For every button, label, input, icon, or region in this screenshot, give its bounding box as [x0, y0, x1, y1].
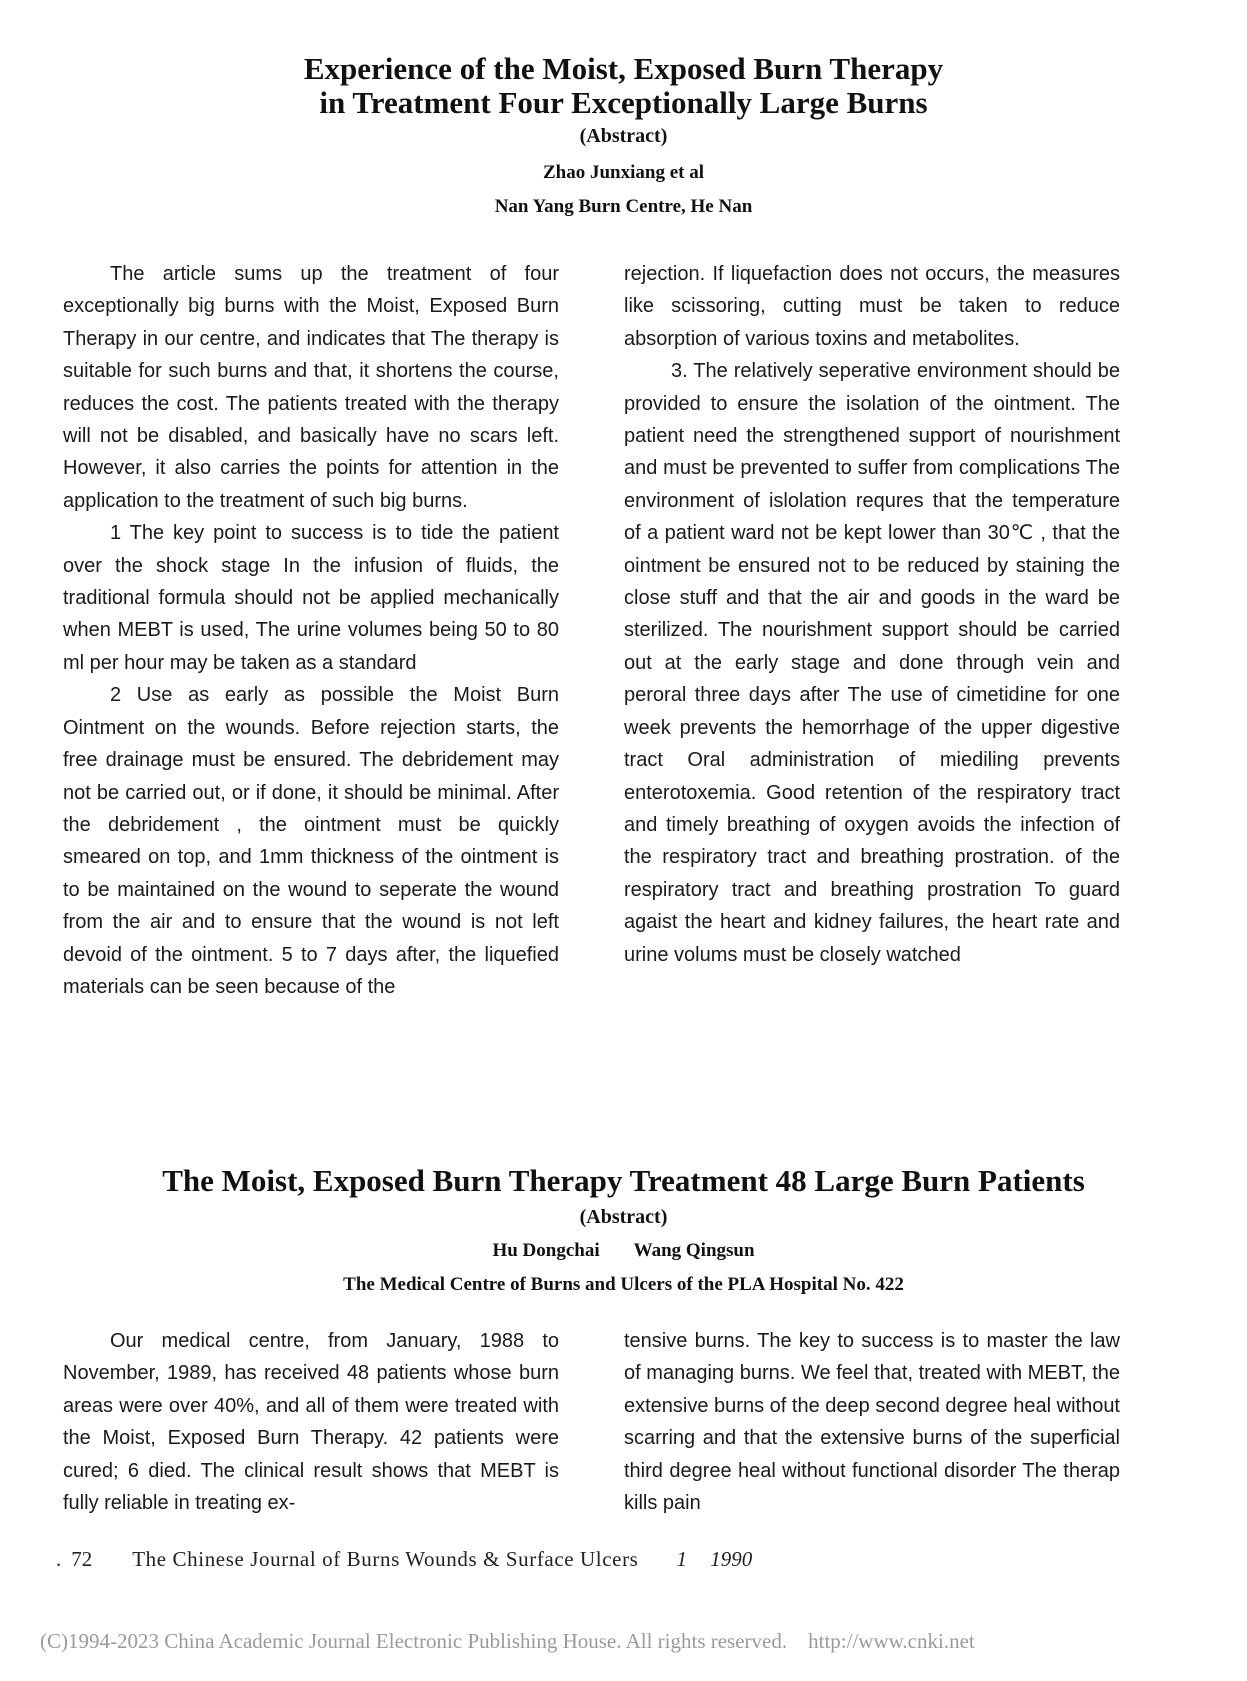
article1-affiliation: Nan Yang Burn Centre, He Nan [494, 196, 753, 217]
article1-column-left [63, 258, 559, 1003]
article2-paragraph: Our medical centre, from January, 1988 to November, 1989, has received 48 patients whose burn areas were over 40%, and all of them were treated with the Moist, Exposed Burn Therapy. 42 patients were cured; 6 died. The clinical result shows that MEBT is fully reliable in treating ex- [63, 1330, 559, 1515]
article2-column-left [63, 1325, 559, 1519]
article2-abstract-label: (Abstract) [579, 1206, 668, 1228]
article1-paragraph-continued: rejection. If liquefaction does not occurs, the measures like scissoring, cutting must be taken to reduce absorption of various toxins and metabolites. [624, 263, 1120, 350]
article2-title: The Moist, Exposed Burn Therapy Treatment 48 Large Burn Patients [162, 1163, 1085, 1198]
article2-paragraph-continued: tensive burns. The key to success is to master the law of managing burns. We feel that, treated with MEBT, the extensive burns of the deep second degree heal without scarring and that the extensive burns of the superficial third degree heal without functional disorder The therap kills pain [624, 1330, 1120, 1515]
article2-column-right [624, 1325, 1120, 1519]
article1-paragraph: 2 Use as early as possible the Moist Burn Ointment on the wounds. Before rejection starts, the free drainage must be ensured. The debridement may not be carried out, or if done, it should be minimal. After the debridement , the ointment must be quickly smeared on top, and 1mm thickness of the ointment is to be maintained on the wound to seperate the wound from the air and to ensure that the wound is not left devoid of the ointment. 5 to 7 days after, the liquefied materials can be seen because of the [63, 684, 559, 998]
article1-title-line2: in Treatment Four Exceptionally Large Burns [319, 85, 928, 120]
copyright-notice: (C)1994-2023 China Academic Journal Electronic Publishing House. All rights reserved. http://www.cnki.net [40, 1629, 975, 1653]
article1-authors: Zhao Junxiang et al [542, 162, 704, 183]
article1-paragraph: 3. The relatively seperative environment should be provided to ensure the isolation of the ointment. The patient need the strengthened support of nourishment and must be prevented to suffer from complications The environment of islolation requres that the temperature of a patient ward not be kept lower than 30℃ , that the ointment be ensured not to be reduced by staining the close stuff and that the air and goods in the ward be sterilized. The nourishment support should be carried out at the early stage and done through vein and peroral three days after The use of cimetidine for one week prevents the hemorrhage of the upper digestive tract Oral administration of miediling prevents enterotoxemia. Good retention of the respiratory tract and timely breathing of oxygen avoids the infection of the respiratory tract and breathing prostration. of the respiratory tract and breathing prostration To guard agaist the heart and kidney failures, the heart rate and urine volums must be closely watched [624, 360, 1120, 966]
article2-affiliation: The Medical Centre of Burns and Ulcers of the PLA Hospital No. 422 [343, 1274, 904, 1295]
article2-authors [0, 1240, 1247, 1262]
article1-column-right [624, 258, 1120, 971]
article1-abstract-label: (Abstract) [579, 125, 668, 147]
page-number: 72 [71, 1547, 93, 1571]
article1-paragraph: The article sums up the treatment of four exceptionally big burns with the Moist, Exposed Burn Therapy in our centre, and indicates that The therapy is suitable for such burns and that, it shortens the course, reduces the cost. The patients treated with the therapy will not be disabled, and basically have no scars left. However, it also carries the points for attention in the application to the treatment of such big burns. [63, 263, 559, 512]
journal-issue: 1 1990 [676, 1547, 753, 1571]
journal-name: The Chinese Journal of Burns Wounds & Surface Ulcers [132, 1547, 639, 1571]
article1-title-line1: Experience of the Moist, Exposed Burn Therapy [303, 51, 944, 86]
article2-author: Hu Dongchai [492, 1240, 600, 1261]
page-footer: . 72 The Chinese Journal of Burns Wounds & Surface Ulcers 1 1990 [56, 1547, 753, 1571]
article1-paragraph: 1 The key point to success is to tide the patient over the shock stage In the infusion of fluids, the traditional formula should not be applied mechanically when MEBT is used, The urine volumes being 50 to 80 ml per hour may be taken as a standard [63, 522, 559, 674]
article2-author: Wang Qingsun [633, 1240, 755, 1261]
